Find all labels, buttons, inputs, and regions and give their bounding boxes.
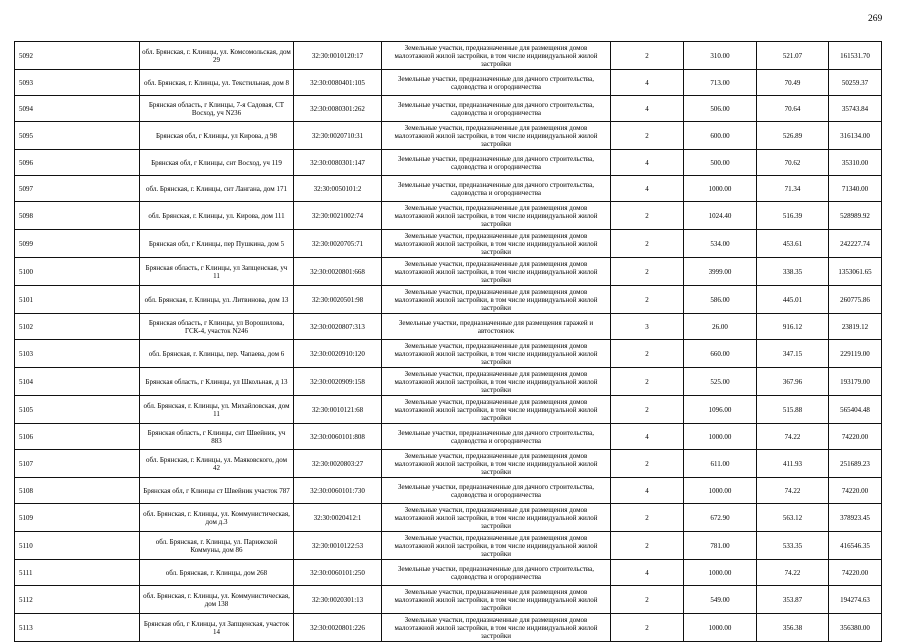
area-cell: 506.00 <box>684 96 757 122</box>
cadastral-number-cell: 32:30:0060101:730 <box>294 478 382 504</box>
cadastral-number-cell: 32:30:0020705:71 <box>294 230 382 258</box>
land-purpose-cell: Земельные участки, предназначенные для размещения домов малоэтажной жилой застройки, в том числе индивидуальной жилой застройки <box>382 504 611 532</box>
cadastral-number-cell: 32:30:0021002:74 <box>294 202 382 230</box>
group-code-cell: 2 <box>611 532 684 560</box>
cadastral-number-cell: 32:30:0020909:158 <box>294 368 382 396</box>
group-code-cell: 4 <box>611 150 684 176</box>
specific-value-cell: 367.96 <box>757 368 829 396</box>
row-number-cell: 5103 <box>15 340 140 368</box>
cadastral-value-cell: 565404.48 <box>829 396 882 424</box>
address-cell: Брянская обл, г Клинцы, пер Пушкина, дом 5 <box>140 230 294 258</box>
cadastral-number-cell: 32:30:0020710:31 <box>294 122 382 150</box>
group-code-cell: 2 <box>611 614 684 642</box>
land-purpose-cell: Земельные участки, предназначенные для размещения домов малоэтажной жилой застройки, в том числе индивидуальной жилой застройки <box>382 450 611 478</box>
land-purpose-cell: Земельные участки, предназначенные для размещения домов малоэтажной жилой застройки, в том числе индивидуальной жилой застройки <box>382 532 611 560</box>
row-number-cell: 5093 <box>15 70 140 96</box>
row-number-cell: 5094 <box>15 96 140 122</box>
area-cell: 525.00 <box>684 368 757 396</box>
cadastral-value-cell: 260775.86 <box>829 286 882 314</box>
table-row <box>15 424 882 450</box>
specific-value-cell: 70.64 <box>757 96 829 122</box>
address-cell: Брянская обл, г Клинцы, ул Кирова, д 98 <box>140 122 294 150</box>
cadastral-value-cell: 356380.00 <box>829 614 882 642</box>
land-purpose-cell: Земельные участки, предназначенные для дачного строительства, садоводства и огородничества <box>382 478 611 504</box>
land-purpose-cell: Земельные участки, предназначенные для дачного строительства, садоводства и огородничества <box>382 70 611 96</box>
area-cell: 713.00 <box>684 70 757 96</box>
address-cell: обл. Брянская, г. Клинцы, ул. Литвинова, дом 13 <box>140 286 294 314</box>
group-code-cell: 2 <box>611 258 684 286</box>
address-cell: обл. Брянская, г. Клинцы, ул. Комсомольская, дом 29 <box>140 42 294 70</box>
land-purpose-cell: Земельные участки, предназначенные для дачного строительства, садоводства и огородничества <box>382 176 611 202</box>
area-cell: 586.00 <box>684 286 757 314</box>
table-row <box>15 478 882 504</box>
cadastral-value-cell: 35310.00 <box>829 150 882 176</box>
table-row <box>15 42 882 70</box>
row-number-cell: 5107 <box>15 450 140 478</box>
land-purpose-cell: Земельные участки, предназначенные для размещения домов малоэтажной жилой застройки, в том числе индивидуальной жилой застройки <box>382 586 611 614</box>
cadastral-value-cell: 229119.00 <box>829 340 882 368</box>
address-cell: обл. Брянская, г. Клинцы, пер. Чапаева, дом 6 <box>140 340 294 368</box>
cadastral-value-cell: 194274.63 <box>829 586 882 614</box>
row-number-cell: 5113 <box>15 614 140 642</box>
table-row <box>15 176 882 202</box>
specific-value-cell: 353.87 <box>757 586 829 614</box>
row-number-cell: 5098 <box>15 202 140 230</box>
table-body <box>15 42 882 642</box>
cadastral-value-cell: 251689.23 <box>829 450 882 478</box>
land-purpose-cell: Земельные участки, предназначенные для размещения домов малоэтажной жилой застройки, в том числе индивидуальной жилой застройки <box>382 230 611 258</box>
specific-value-cell: 74.22 <box>757 424 829 450</box>
group-code-cell: 2 <box>611 368 684 396</box>
cadastral-number-cell: 32:30:0020803:27 <box>294 450 382 478</box>
table-row <box>15 532 882 560</box>
page-number: 269 <box>868 14 883 24</box>
cadastral-value-cell: 242227.74 <box>829 230 882 258</box>
cadastral-number-cell: 32:30:0010122:53 <box>294 532 382 560</box>
table-row <box>15 202 882 230</box>
group-code-cell: 2 <box>611 396 684 424</box>
table-row <box>15 614 882 642</box>
row-number-cell: 5109 <box>15 504 140 532</box>
land-purpose-cell: Земельные участки, предназначенные для размещения гаражей и автостоянок <box>382 314 611 340</box>
specific-value-cell: 516.39 <box>757 202 829 230</box>
cadastral-value-cell: 74220.00 <box>829 560 882 586</box>
specific-value-cell: 338.35 <box>757 258 829 286</box>
area-cell: 1000.00 <box>684 560 757 586</box>
address-cell: обл. Брянская, г. Клинцы, ул. Михайловская, дом 11 <box>140 396 294 424</box>
address-cell: Брянская обл, г Клинцы ст Швейник участок 787 <box>140 478 294 504</box>
address-cell: обл. Брянская, г. Клинцы, ул. Кирова, дом 111 <box>140 202 294 230</box>
specific-value-cell: 521.07 <box>757 42 829 70</box>
specific-value-cell: 533.35 <box>757 532 829 560</box>
cadastral-value-cell: 74220.00 <box>829 424 882 450</box>
specific-value-cell: 74.22 <box>757 478 829 504</box>
group-code-cell: 4 <box>611 478 684 504</box>
address-cell: Брянская область, г Клинцы, ул Запщенская, уч 11 <box>140 258 294 286</box>
address-cell: обл. Брянская, г. Клинцы, дом 268 <box>140 560 294 586</box>
table-row <box>15 96 882 122</box>
group-code-cell: 4 <box>611 424 684 450</box>
cadastral-value-cell: 23819.12 <box>829 314 882 340</box>
land-purpose-cell: Земельные участки, предназначенные для размещения домов малоэтажной жилой застройки, в том числе индивидуальной жилой застройки <box>382 340 611 368</box>
cadastral-number-cell: 32:30:0020801:668 <box>294 258 382 286</box>
cadastral-number-cell: 32:30:0050101:2 <box>294 176 382 202</box>
address-cell: Брянская область, г Клинцы, 7-я Садовая, СТ Восход, уч N236 <box>140 96 294 122</box>
row-number-cell: 5102 <box>15 314 140 340</box>
table-row <box>15 586 882 614</box>
specific-value-cell: 70.49 <box>757 70 829 96</box>
cadastral-number-cell: 32:30:0020801:226 <box>294 614 382 642</box>
specific-value-cell: 74.22 <box>757 560 829 586</box>
area-cell: 672.90 <box>684 504 757 532</box>
specific-value-cell: 526.89 <box>757 122 829 150</box>
area-cell: 26.00 <box>684 314 757 340</box>
group-code-cell: 4 <box>611 96 684 122</box>
group-code-cell: 2 <box>611 286 684 314</box>
cadastral-number-cell: 32:30:0020807:313 <box>294 314 382 340</box>
specific-value-cell: 453.61 <box>757 230 829 258</box>
cadastral-number-cell: 32:30:0020910:120 <box>294 340 382 368</box>
table-row <box>15 450 882 478</box>
table-row <box>15 150 882 176</box>
land-purpose-cell: Земельные участки, предназначенные для дачного строительства, садоводства и огородничества <box>382 424 611 450</box>
cadastral-number-cell: 32:30:0010121:68 <box>294 396 382 424</box>
land-purpose-cell: Земельные участки, предназначенные для размещения домов малоэтажной жилой застройки, в том числе индивидуальной жилой застройки <box>382 202 611 230</box>
land-purpose-cell: Земельные участки, предназначенные для дачного строительства, садоводства и огородничества <box>382 96 611 122</box>
cadastral-number-cell: 32:30:0080301:147 <box>294 150 382 176</box>
area-cell: 1000.00 <box>684 176 757 202</box>
row-number-cell: 5092 <box>15 42 140 70</box>
cadastral-value-cell: 161531.70 <box>829 42 882 70</box>
table-row <box>15 368 882 396</box>
address-cell: Брянская обл, г Клинцы, ул Запщенская, участок 14 <box>140 614 294 642</box>
row-number-cell: 5101 <box>15 286 140 314</box>
address-cell: обл. Брянская, г. Клинцы, ул. Коммунистическая, дом д.3 <box>140 504 294 532</box>
cadastral-value-cell: 71340.00 <box>829 176 882 202</box>
group-code-cell: 2 <box>611 340 684 368</box>
specific-value-cell: 70.62 <box>757 150 829 176</box>
address-cell: Брянская область, г Клинцы, ул Школьная, д 13 <box>140 368 294 396</box>
row-number-cell: 5110 <box>15 532 140 560</box>
land-purpose-cell: Земельные участки, предназначенные для размещения домов малоэтажной жилой застройки, в том числе индивидуальной жилой застройки <box>382 614 611 642</box>
table-row <box>15 70 882 96</box>
group-code-cell: 4 <box>611 176 684 202</box>
cadastral-value-cell: 193179.00 <box>829 368 882 396</box>
specific-value-cell: 347.15 <box>757 340 829 368</box>
cadastral-value-cell: 35743.84 <box>829 96 882 122</box>
area-cell: 3999.00 <box>684 258 757 286</box>
group-code-cell: 2 <box>611 504 684 532</box>
land-purpose-cell: Земельные участки, предназначенные для дачного строительства, садоводства и огородничества <box>382 150 611 176</box>
address-cell: Брянская обл, г Клинцы, снт Восход, уч 119 <box>140 150 294 176</box>
area-cell: 781.00 <box>684 532 757 560</box>
table-row <box>15 258 882 286</box>
cadastral-value-cell: 74220.00 <box>829 478 882 504</box>
cadastral-value-cell: 50259.37 <box>829 70 882 96</box>
area-cell: 500.00 <box>684 150 757 176</box>
specific-value-cell: 515.88 <box>757 396 829 424</box>
cadastral-number-cell: 32:30:0060101:250 <box>294 560 382 586</box>
table-row <box>15 396 882 424</box>
table-row <box>15 286 882 314</box>
group-code-cell: 2 <box>611 122 684 150</box>
group-code-cell: 4 <box>611 560 684 586</box>
address-cell: Брянская область, г Клинцы, ул Ворошилова, ГСК-4, участок N246 <box>140 314 294 340</box>
land-purpose-cell: Земельные участки, предназначенные для размещения домов малоэтажной жилой застройки, в том числе индивидуальной жилой застройки <box>382 286 611 314</box>
specific-value-cell: 563.12 <box>757 504 829 532</box>
area-cell: 600.00 <box>684 122 757 150</box>
cadastral-number-cell: 32:30:0020412:1 <box>294 504 382 532</box>
row-number-cell: 5105 <box>15 396 140 424</box>
row-number-cell: 5106 <box>15 424 140 450</box>
specific-value-cell: 916.12 <box>757 314 829 340</box>
address-cell: обл. Брянская, г. Клинцы, ул. Парижской Коммуны, дом 86 <box>140 532 294 560</box>
address-cell: Брянская область, г Клинцы, снт Швейник, уч 883 <box>140 424 294 450</box>
table-row <box>15 122 882 150</box>
area-cell: 534.00 <box>684 230 757 258</box>
specific-value-cell: 445.01 <box>757 286 829 314</box>
cadastral-value-cell: 528989.92 <box>829 202 882 230</box>
cadastral-value-cell: 378923.45 <box>829 504 882 532</box>
group-code-cell: 2 <box>611 586 684 614</box>
table-row <box>15 230 882 258</box>
land-registry-table <box>14 41 882 642</box>
row-number-cell: 5096 <box>15 150 140 176</box>
land-purpose-cell: Земельные участки, предназначенные для дачного строительства, садоводства и огородничества <box>382 560 611 586</box>
table-row <box>15 560 882 586</box>
address-cell: обл. Брянская, г. Клинцы, снт Лангана, дом 171 <box>140 176 294 202</box>
specific-value-cell: 71.34 <box>757 176 829 202</box>
address-cell: обл. Брянская, г. Клинцы, ул. Маяковского, дом 42 <box>140 450 294 478</box>
cadastral-number-cell: 32:30:0020301:13 <box>294 586 382 614</box>
area-cell: 310.00 <box>684 42 757 70</box>
row-number-cell: 5097 <box>15 176 140 202</box>
group-code-cell: 2 <box>611 42 684 70</box>
area-cell: 1096.00 <box>684 396 757 424</box>
row-number-cell: 5100 <box>15 258 140 286</box>
cadastral-value-cell: 1353061.65 <box>829 258 882 286</box>
table-row <box>15 340 882 368</box>
address-cell: обл. Брянская, г. Клинцы, ул. Текстильная, дом 8 <box>140 70 294 96</box>
specific-value-cell: 411.93 <box>757 450 829 478</box>
area-cell: 1024.40 <box>684 202 757 230</box>
cadastral-value-cell: 316134.00 <box>829 122 882 150</box>
cadastral-number-cell: 32:30:0010120:17 <box>294 42 382 70</box>
cadastral-number-cell: 32:30:0080401:105 <box>294 70 382 96</box>
area-cell: 1000.00 <box>684 614 757 642</box>
area-cell: 1000.00 <box>684 478 757 504</box>
group-code-cell: 2 <box>611 230 684 258</box>
land-purpose-cell: Земельные участки, предназначенные для размещения домов малоэтажной жилой застройки, в том числе индивидуальной жилой застройки <box>382 258 611 286</box>
address-cell: обл. Брянская, г. Клинцы, ул. Коммунистическая, дом 138 <box>140 586 294 614</box>
cadastral-number-cell: 32:30:0060101:808 <box>294 424 382 450</box>
group-code-cell: 4 <box>611 70 684 96</box>
table-row <box>15 504 882 532</box>
land-purpose-cell: Земельные участки, предназначенные для размещения домов малоэтажной жилой застройки, в том числе индивидуальной жилой застройки <box>382 368 611 396</box>
row-number-cell: 5111 <box>15 560 140 586</box>
cadastral-number-cell: 32:30:0020501:98 <box>294 286 382 314</box>
row-number-cell: 5104 <box>15 368 140 396</box>
area-cell: 660.00 <box>684 340 757 368</box>
row-number-cell: 5108 <box>15 478 140 504</box>
group-code-cell: 2 <box>611 202 684 230</box>
cadastral-number-cell: 32:30:0080301:262 <box>294 96 382 122</box>
cadastral-value-cell: 416546.35 <box>829 532 882 560</box>
land-purpose-cell: Земельные участки, предназначенные для размещения домов малоэтажной жилой застройки, в том числе индивидуальной жилой застройки <box>382 42 611 70</box>
land-purpose-cell: Земельные участки, предназначенные для размещения домов малоэтажной жилой застройки, в том числе индивидуальной жилой застройки <box>382 122 611 150</box>
group-code-cell: 2 <box>611 450 684 478</box>
group-code-cell: 3 <box>611 314 684 340</box>
row-number-cell: 5112 <box>15 586 140 614</box>
area-cell: 611.00 <box>684 450 757 478</box>
table-row <box>15 314 882 340</box>
specific-value-cell: 356.38 <box>757 614 829 642</box>
area-cell: 1000.00 <box>684 424 757 450</box>
row-number-cell: 5095 <box>15 122 140 150</box>
land-purpose-cell: Земельные участки, предназначенные для размещения домов малоэтажной жилой застройки, в том числе индивидуальной жилой застройки <box>382 396 611 424</box>
row-number-cell: 5099 <box>15 230 140 258</box>
area-cell: 549.00 <box>684 586 757 614</box>
